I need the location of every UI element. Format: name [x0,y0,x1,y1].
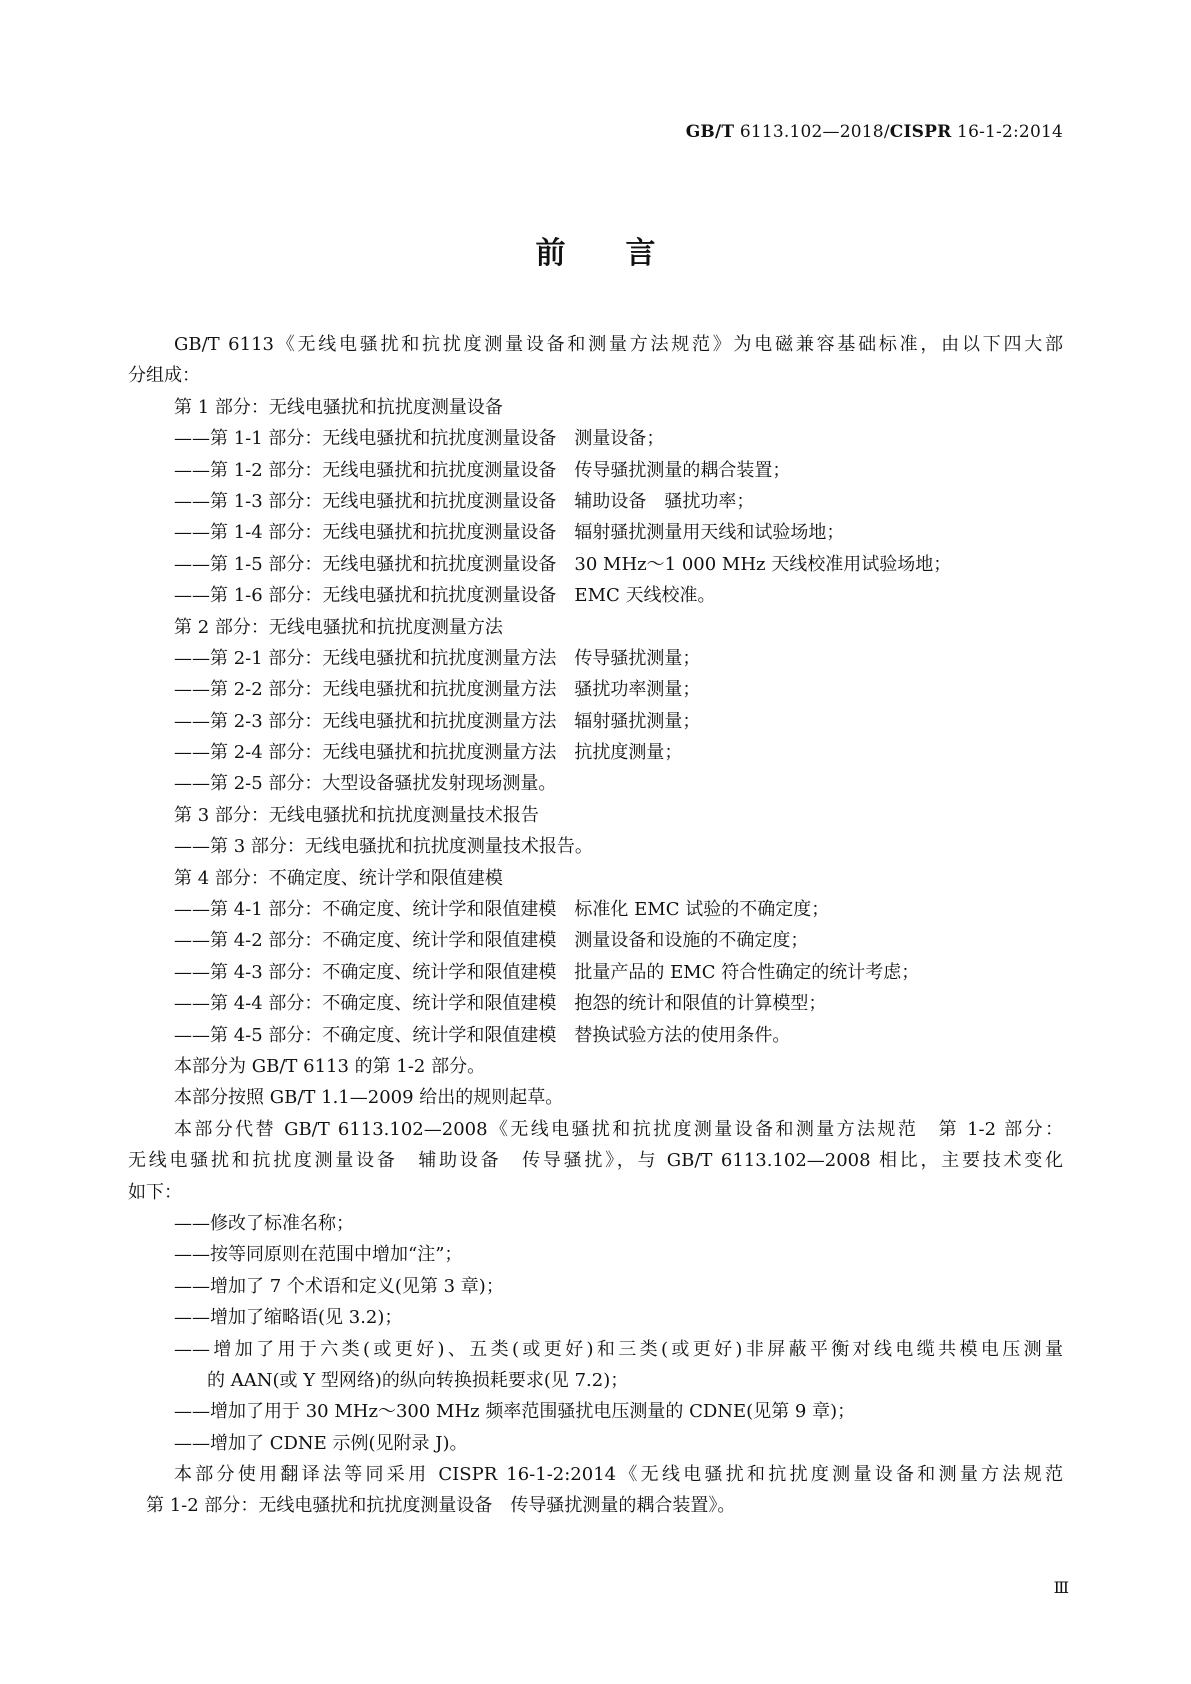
text-line: ——增加了 7 个术语和定义(见第 3 章)； [174,1275,504,1297]
preface-body [128,329,1063,1522]
text-line: 本部分为 GB/T 6113 的第 1-2 部分。 [174,1055,486,1077]
text-line: ——第 1-2 部分：无线电骚扰和抗扰度测量设备 传导骚扰测量的耦合装置； [174,459,791,481]
text-line: ——第 3 部分：无线电骚扰和抗扰度测量技术报告。 [174,836,593,858]
text-line: ——第 1-3 部分：无线电骚扰和抗扰度测量设备 辅助设备 骚扰功率； [174,490,755,512]
text-line: ——第 4-2 部分：不确定度、统计学和限值建模 测量设备和设施的不确定度； [174,930,809,952]
text-line: ——第 2-2 部分：无线电骚扰和抗扰度测量方法 骚扰功率测量； [174,679,701,701]
text-line: ——第 4-1 部分：不确定度、统计学和限值建模 标准化 EMC 试验的不确定度； [174,899,830,921]
text-line: ——第 1-1 部分：无线电骚扰和抗扰度测量设备 测量设备； [174,428,665,450]
text-line: ——增加了用于 30 MHz～300 MHz 频率范围骚扰电压测量的 CDNE(见第 9 章)； [174,1401,856,1423]
text-line: 的 AAN(或 Y 型网络)的纵向转换损耗要求(见 7.2)； [207,1369,629,1391]
text-line: 本部分按照 GB/T 1.1—2009 给出的规则起草。 [174,1087,564,1109]
text-line: ——第 4-3 部分：不确定度、统计学和限值建模 批量产品的 EMC 符合性确定的统计考虑； [174,961,920,983]
text-line: ——第 1-6 部分：无线电骚扰和抗扰度测量设备 EMC 天线校准。 [174,585,716,607]
text-line: ——增加了 CDNE 示例(见附录 J)。 [174,1432,468,1454]
standard-number-header [686,122,1063,142]
text-line: ——第 2-1 部分：无线电骚扰和抗扰度测量方法 传导骚扰测量； [174,647,701,669]
text-line: 分组成： [128,365,200,387]
cispr-prefix: CISPR [889,122,952,142]
page-title: 前言 [535,236,716,271]
text-line: 如下： [128,1181,182,1203]
text-line: 第 1-2 部分：无线电骚扰和抗扰度测量设备 传导骚扰测量的耦合装置》。 [128,1495,736,1517]
text-line: GB/T 6113《无线电骚扰和抗扰度测量设备和测量方法规范》为电磁兼容基础标准，由以下四大部 [174,334,1063,355]
text-line: 第 3 部分：无线电骚扰和抗扰度测量技术报告 [174,804,539,826]
text-line: 第 1 部分：无线电骚扰和抗扰度测量设备 [174,396,503,418]
text-line: 本部分使用翻译法等同采用 CISPR 16-1-2:2014《无线电骚扰和抗扰度测量设备和测量方法规范 [174,1464,1063,1486]
text-line: ——第 2-5 部分：大型设备骚扰发射现场测量。 [174,773,557,795]
cispr-code: 16-1-2:2014 [957,122,1063,142]
text-line: ——第 4-5 部分：不确定度、统计学和限值建模 替换试验方法的使用条件。 [174,1024,791,1046]
text-line: ——第 1-4 部分：无线电骚扰和抗扰度测量设备 辐射骚扰测量用天线和试验场地； [174,522,845,544]
text-line: ——按等同原则在范围中增加“注”； [174,1244,463,1266]
text-line: 第 4 部分：不确定度、统计学和限值建模 [174,867,503,889]
text-line: 本部分代替 GB/T 6113.102—2008《无线电骚扰和抗扰度测量设备和测量方法规范 第 1-2 部分： [174,1118,1063,1140]
page-number: Ⅲ [1053,1578,1069,1597]
text-line: ——增加了缩略语(见 3.2)； [174,1307,403,1329]
text-line: ——第 2-3 部分：无线电骚扰和抗扰度测量方法 辐射骚扰测量； [174,710,701,732]
text-line: ——第 4-4 部分：不确定度、统计学和限值建模 抱怨的统计和限值的计算模型； [174,993,827,1015]
standard-prefix: GB/T [685,122,735,142]
text-line: 无线电骚扰和抗扰度测量设备 辅助设备 传导骚扰》，与 GB/T 6113.102—2008 相比，主要技术变化 [128,1150,1063,1172]
text-line: ——增加了用于六类(或更好)、五类(或更好)和三类(或更好)非屏蔽平衡对线电缆共模电压测量 [174,1338,1063,1360]
text-line: ——第 2-4 部分：无线电骚扰和抗扰度测量方法 抗扰度测量； [174,742,683,764]
text-line: ——修改了标准名称； [174,1212,354,1234]
text-line: ——第 1-5 部分：无线电骚扰和抗扰度测量设备 30 MHz～1 000 MHz 天线校准用试验场地； [174,553,952,575]
standard-code: 6113.102—2018/ [739,122,890,142]
text-line: 第 2 部分：无线电骚扰和抗扰度测量方法 [174,616,503,638]
